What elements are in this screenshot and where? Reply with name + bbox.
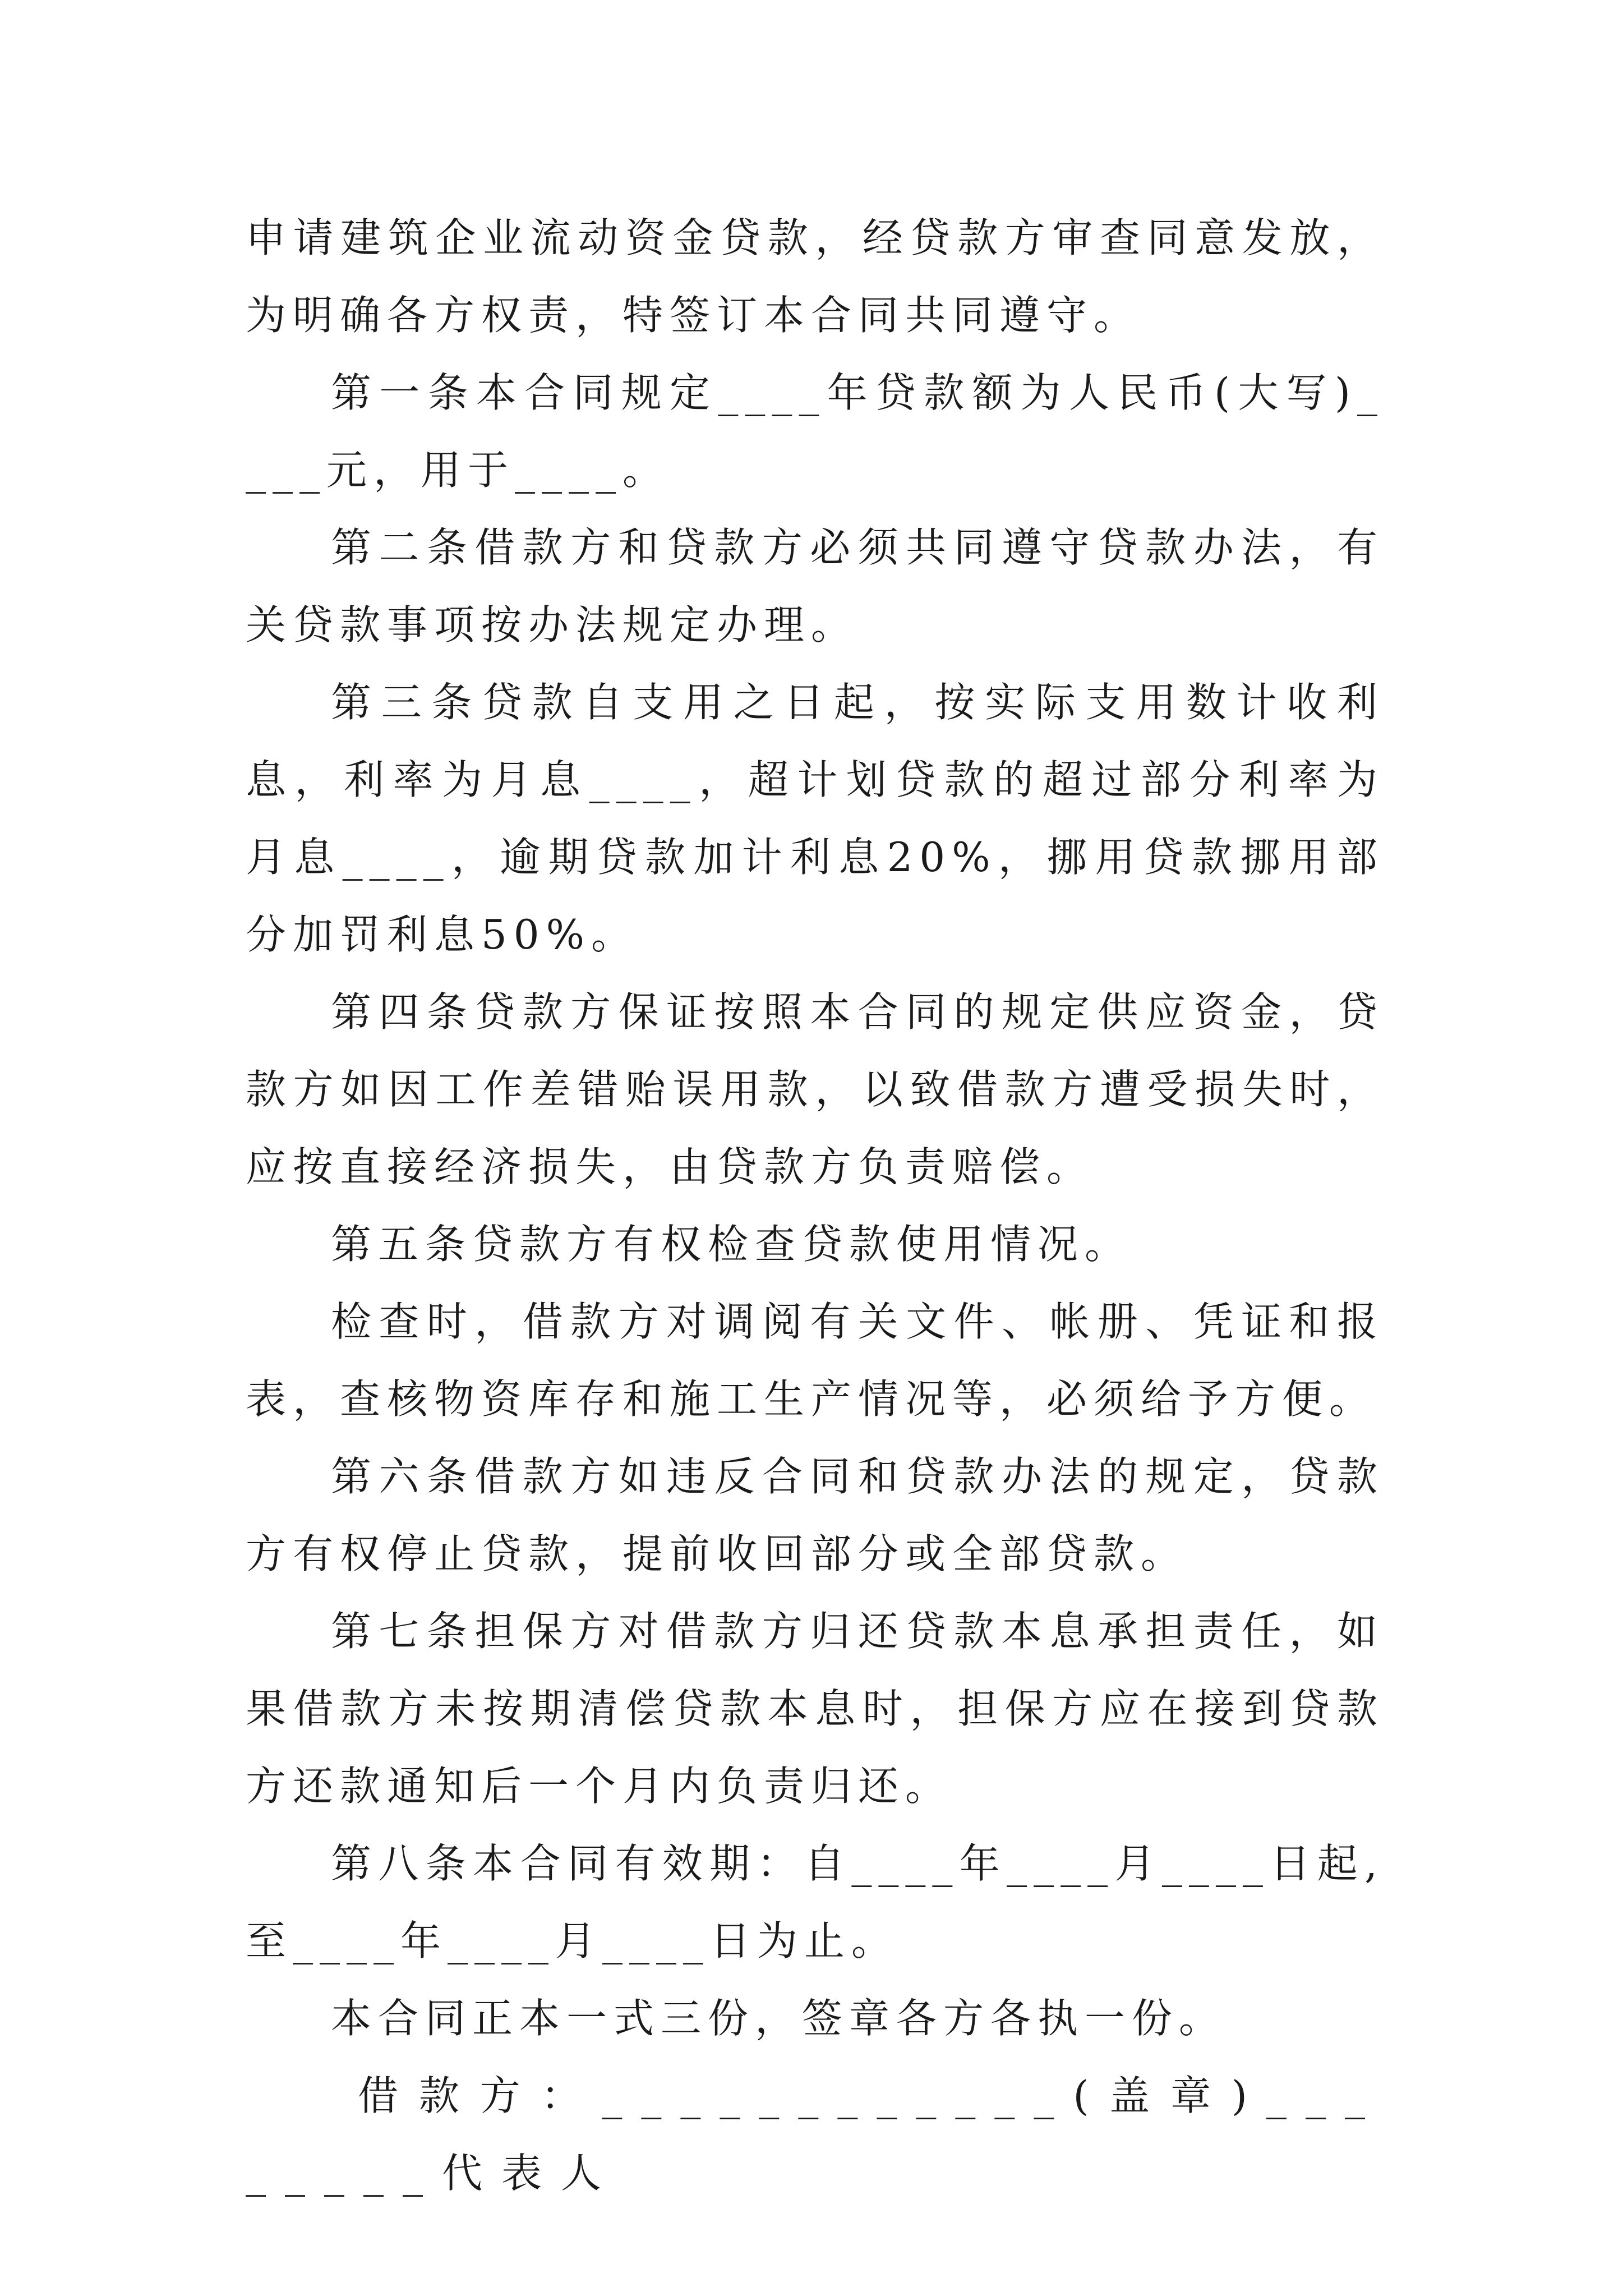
contract-body [246,199,1384,2212]
paragraph-article-1: 第一条本合同规定____年贷款额为人民币(大写)____元，用于____。 [246,369,1384,494]
paragraph-article-8: 第八条本合同有效期：自____年____月____日起,至____年____月____日为止。 [246,1840,1384,1964]
paragraph-copies: 本合同正本一式三份，签章各方各执一份。 [331,1995,1227,2042]
paragraph-article-7: 第七条担保方对借款方归还贷款本息承担责任，如果借款方未按期清偿贷款本息时，担保方应在接到贷款方还款通知后一个月内负责归还。 [246,1608,1384,1810]
paragraph-article-4: 第四条贷款方保证按照本合同的规定供应资金，贷款方如因工作差错贻误用款，以致借款方遭受损失时，应按直接经济损失，由贷款方负责赔偿。 [246,988,1384,1190]
paragraph-inspection: 检查时，借款方对调阅有关文件、帐册、凭证和报表，查核物资库存和施工生产情况等，必须给予方便。 [246,1298,1384,1423]
paragraph-intro: 申请建筑企业流动资金贷款，经贷款方审查同意发放，为明确各方权责，特签订本合同共同遵守。 [246,214,1384,339]
paragraph-article-3: 第三条贷款自支用之日起，按实际支用数计收利息，利率为月息____，超计划贷款的超过部分利率为月息____，逾期贷款加计利息20%，挪用贷款挪用部分加罚利息50%。 [246,679,1384,958]
signature-line-borrower: 借款方：____________(盖章)________代表人 [246,2072,1384,2197]
paragraph-article-6: 第六条借款方如违反合同和贷款办法的规定，贷款方有权停止贷款，提前收回部分或全部贷款。 [246,1453,1384,1577]
paragraph-article-5: 第五条贷款方有权检查贷款使用情况。 [331,1221,1132,1268]
paragraph-article-2: 第二条借款方和贷款方必须共同遵守贷款办法，有关贷款事项按办法规定办理。 [246,524,1384,648]
